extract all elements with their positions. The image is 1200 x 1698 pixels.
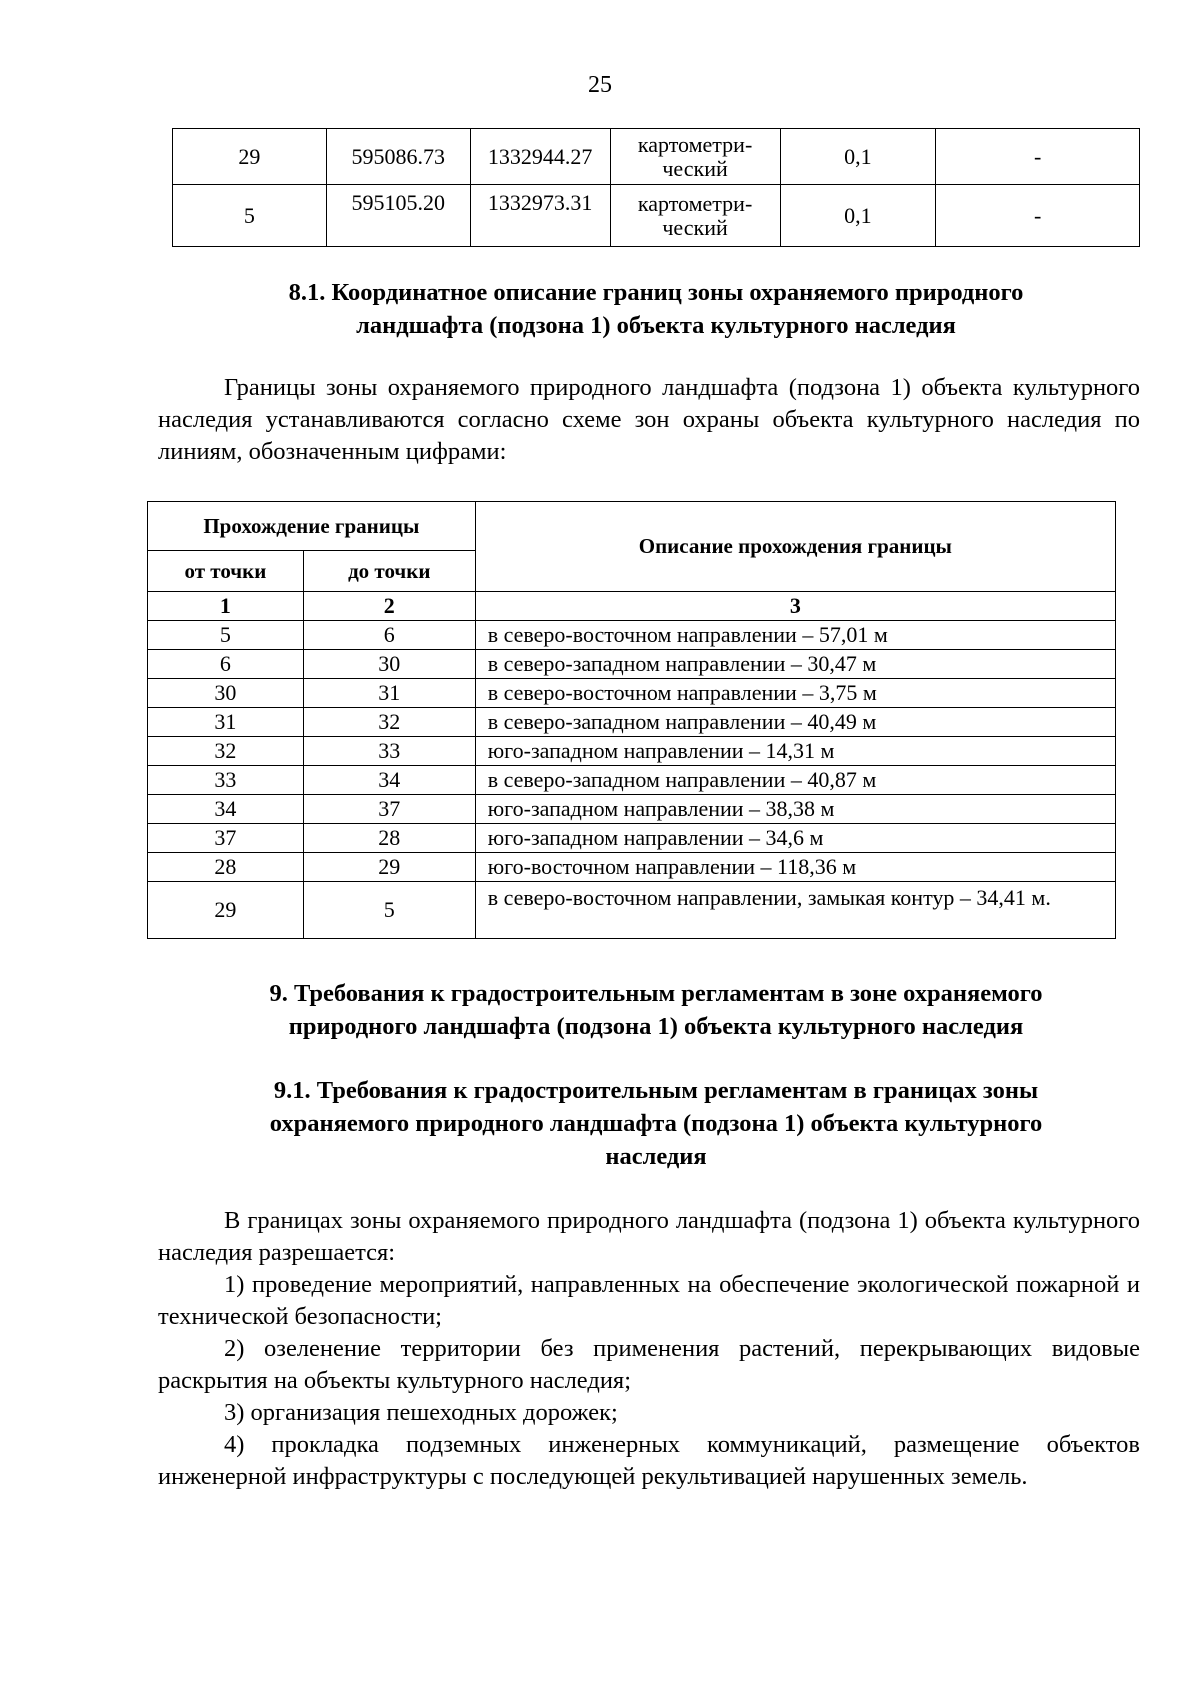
method-cell: картометри- ческий	[610, 185, 780, 247]
point-cell: 29	[173, 129, 327, 185]
y-cell: 1332944.27	[470, 129, 610, 185]
accuracy-cell: 0,1	[780, 129, 936, 185]
table-row: 33 34 в северо-западном направлении – 40,87 м	[148, 766, 1116, 795]
list-item-2: 2) озеленение территории без применения растений, перекрывающих видовые раскрытия на объекты культурного наследия;	[158, 1335, 1140, 1394]
list-item-4: 4) прокладка подземных инженерных коммуникаций, размещение объектов инженерной инфраструктуры с последующей рекультивацией нарушенных земель.	[158, 1431, 1140, 1490]
point-cell: 5	[173, 185, 327, 247]
section-9-1-heading: 9.1. Требования к градостроительным регламентам в границах зоны охраняемого природного ландшафта (подзона 1) объекта культурного наследия	[269, 1077, 1043, 1170]
table-row: 28 29 юго-восточном направлении – 118,36 м	[148, 853, 1116, 882]
header-from: от точки	[148, 551, 304, 592]
table-row	[173, 129, 1140, 185]
header-group: Прохождение границы	[148, 502, 476, 551]
header-to: до точки	[303, 551, 475, 592]
list-item-3: 3) организация пешеходных дорожек;	[224, 1399, 618, 1426]
list-item-1: 1) проведение мероприятий, направленных на обеспечение экологической пожарной и технической безопасности;	[158, 1271, 1140, 1330]
note-cell: -	[936, 129, 1140, 185]
y-cell: 1332973.31	[470, 185, 610, 247]
table-row	[173, 185, 1140, 247]
header-description: Описание прохождения границы	[475, 502, 1115, 592]
method-cell: картометри- ческий	[610, 129, 780, 185]
table-row: 37 28 юго-западном направлении – 34,6 м	[148, 824, 1116, 853]
page-number: 25	[588, 72, 612, 98]
section-8-1-paragraph: Границы зоны охраняемого природного ландшафта (подзона 1) объекта культурного наследия устанавливаются согласно схеме зон охраны объекта культурного наследия по линиям, обозначенным цифрами:	[158, 374, 1140, 465]
table-row: 34 37 юго-западном направлении – 38,38 м	[148, 795, 1116, 824]
section-9-heading: 9. Требования к градостроительным регламентам в зоне охраняемого природного ландшафта (подзона 1) объекта культурного наследия	[269, 980, 1043, 1040]
note-cell: -	[936, 185, 1140, 247]
column-numbers-row: 1 2 3	[148, 592, 1116, 621]
accuracy-cell: 0,1	[780, 185, 936, 247]
table-row: 32 33 юго-западном направлении – 14,31 м	[148, 737, 1116, 766]
table-row: 29 5 в северо-восточном направлении, замыкая контур – 34,41 м.	[148, 882, 1116, 939]
section-9-1-intro: В границах зоны охраняемого природного ландшафта (подзона 1) объекта культурного наследия разрешается:	[158, 1207, 1140, 1266]
table-row: 30 31 в северо-восточном направлении – 3,75 м	[148, 679, 1116, 708]
boundary-table	[147, 501, 1116, 939]
coordinate-table	[172, 128, 1140, 247]
table-row: 31 32 в северо-западном направлении – 40,49 м	[148, 708, 1116, 737]
table-row: 6 30 в северо-западном направлении – 30,47 м	[148, 650, 1116, 679]
table-row: 5 6 в северо-восточном направлении – 57,01 м	[148, 621, 1116, 650]
x-cell: 595086.73	[326, 129, 470, 185]
x-cell: 595105.20	[326, 185, 470, 247]
section-8-1-heading: 8.1. Координатное описание границ зоны охраняемого природного ландшафта (подзона 1) объекта культурного наследия	[288, 279, 1024, 339]
